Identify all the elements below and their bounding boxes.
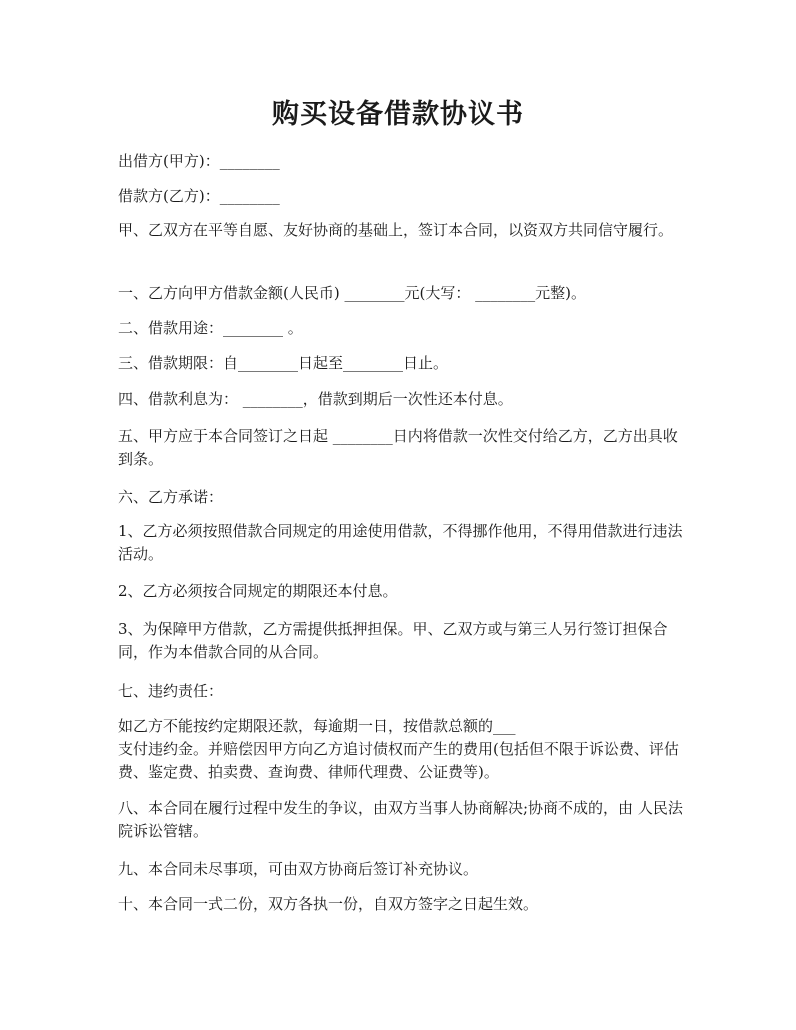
clause-6-heading: 六、乙方承诺： <box>118 488 224 506</box>
clause-3-term: 三、借款期限：自________日起至________日止。 <box>118 354 449 372</box>
clause-8-dispute: 八、本合同在履行过程中发生的争议，由双方当事人协商解决;协商不成的，由 人民法院诉讼管辖。 <box>118 799 683 840</box>
lender-line: 出借方(甲方)：________ <box>118 152 280 170</box>
clause-5-delivery: 五、甲方应于本合同签订之日起 ________日内将借款一次性交付给乙方，乙方出具收到条。 <box>118 427 678 468</box>
clause-1-amount: 一、乙方向甲方借款金额(人民币) ________元(大写： ________元整)。 <box>118 284 586 302</box>
clause-4-interest: 四、借款利息为： ________，借款到期后一次性还本付息。 <box>118 390 513 408</box>
preamble-paragraph: 甲、乙双方在平等自愿、友好协商的基础上，签订本合同，以资双方共同信守履行。 <box>118 221 674 239</box>
document-title: 购买设备借款协议书 <box>272 99 524 130</box>
clause-7-heading: 七、违约责任： <box>118 682 224 700</box>
clause-7-penalty-line: 如乙方不能按约定期限还款，每逾期一日，按借款总额的___ <box>118 717 516 735</box>
clause-6-item-1: 1、乙方必须按照借款合同规定的用途使用借款，不得挪作他用，不得用借款进行违法活动。 <box>118 522 683 563</box>
borrower-line: 借款方(乙方)：________ <box>118 187 280 205</box>
clause-2-purpose: 二、借款用途：________ 。 <box>118 319 303 337</box>
clause-10-effect: 十、本合同一式二份，双方各执一份，自双方签字之日起生效。 <box>118 895 539 913</box>
clause-6-item-3: 3、为保障甲方借款，乙方需提供抵押担保。甲、乙双方或与第三人另行签订担保合同，作为本借款合同的从合同。 <box>118 620 668 661</box>
clause-6-item-2: 2、乙方必须按合同规定的期限还本付息。 <box>118 582 398 600</box>
clause-7-costs: 支付违约金。并赔偿因甲方向乙方追讨债权而产生的费用(包括但不限于诉讼费、评估费、鉴定费、拍卖费、查询费、律师代理费、公证费等)。 <box>118 740 679 781</box>
clause-9-supplement: 九、本合同未尽事项，可由双方协商后签订补充协议。 <box>118 860 479 878</box>
